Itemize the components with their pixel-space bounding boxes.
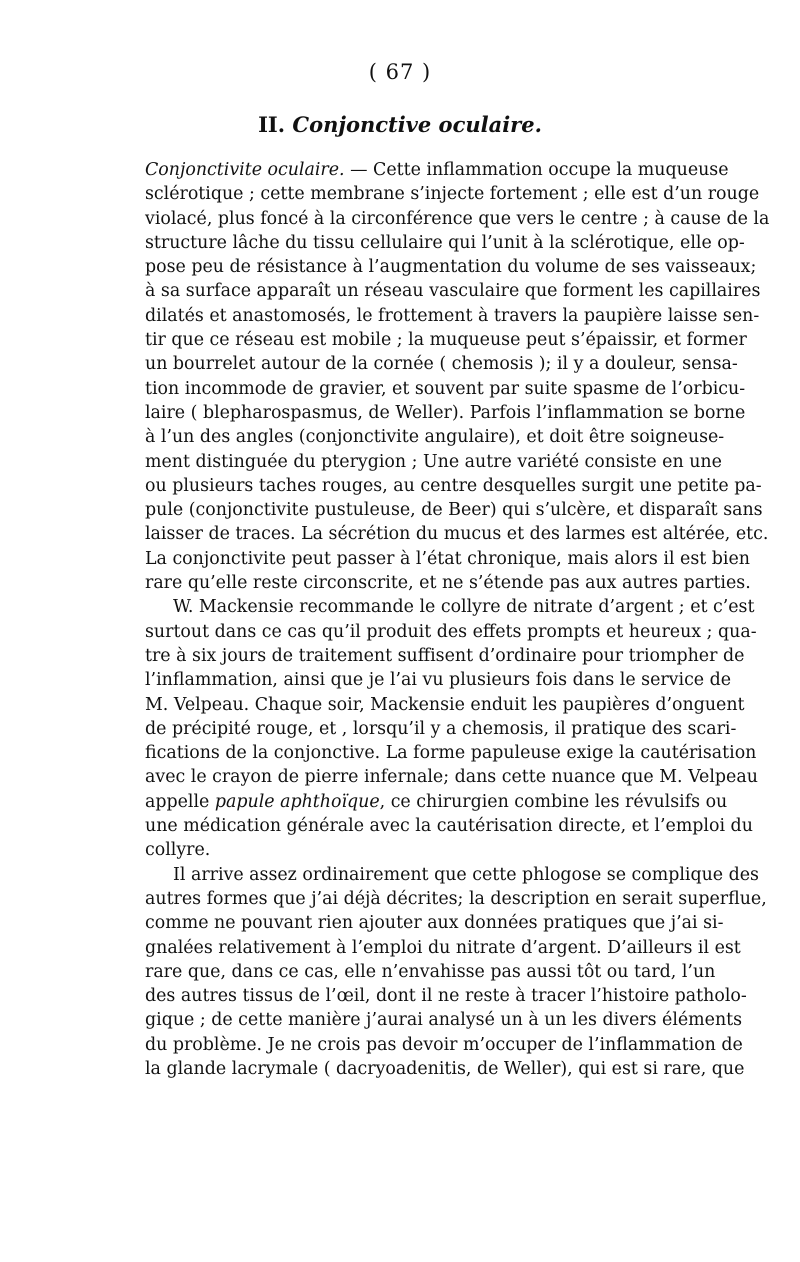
text-run: gnalées relativement à l’emploi du nitrate d’argent. D’ailleurs il est: [145, 937, 741, 958]
text-run: — Cette inflammation occupe la muqueuse: [344, 160, 729, 180]
text-line: [145, 1008, 743, 1032]
text-run: sclérotique ; cette membrane s’injecte fortement ; elle est d’un rouge: [145, 184, 760, 205]
text-line: [145, 863, 759, 887]
text-line: [145, 741, 757, 765]
text-line: [145, 887, 767, 911]
text-line: [145, 814, 753, 838]
text-line: [145, 790, 728, 814]
text-line: [145, 620, 757, 644]
text-line: [145, 668, 732, 692]
text-line: [145, 450, 722, 474]
text-run: structure lâche du tissu cellulaire qui l’unit à la sclérotique, elle op-: [145, 232, 745, 253]
text-line: [145, 693, 745, 717]
text-run: collyre.: [145, 840, 211, 861]
text-line: [145, 401, 746, 425]
text-line: [145, 960, 716, 984]
text-line: [145, 547, 750, 571]
text-run: un bourrelet autour de la cornée ( chemosis ); il y a douleur, sensa-: [145, 354, 738, 375]
text-run: La conjonctivite peut passer à l’état chronique, mais alors il est bien: [145, 548, 750, 569]
text-run: , ce chirurgien combine les révulsifs ou: [379, 791, 728, 812]
paragraph: [145, 863, 767, 1082]
body-text: [145, 158, 770, 1081]
section-title: Conjonctive oculaire.: [292, 112, 542, 137]
text-line: [145, 644, 745, 668]
text-run: ment distinguée du pterygion ; Une autre variété consiste en une: [145, 451, 722, 472]
text-line: [145, 911, 724, 935]
text-run: pule (conjonctivite pustuleuse, de Beer) qui s’ulcère, et disparaît sans: [145, 500, 763, 521]
text-run: pose peu de résistance à l’augmentation du volume de ses vaisseaux;: [145, 257, 757, 278]
text-run: rare que, dans ce cas, elle n’envahisse pas aussi tôt ou tard, l’un: [145, 961, 716, 982]
paragraph: [145, 595, 758, 862]
text-line: [145, 474, 762, 498]
section-heading: [0, 112, 800, 137]
text-line: [145, 571, 751, 595]
text-run: gique ; de cette manière j’aurai analysé un à un les divers éléments: [145, 1010, 743, 1031]
text-run: tir que ce réseau est mobile ; la muqueuse peut s’épaissir, et former: [145, 330, 747, 351]
text-run: autres formes que j’ai déjà décrites; la description en serait superflue,: [145, 888, 767, 909]
text-run: tion incommode de gravier, et souvent par suite spasme de l’orbicu-: [145, 378, 746, 399]
text-line: [145, 231, 745, 255]
text-run: la glande lacrymale ( dacryoadenitis, de Weller), qui est si rare, que: [145, 1058, 745, 1079]
text-line: [145, 838, 685, 862]
text-line: [145, 352, 738, 376]
text-run: appelle: [145, 791, 215, 812]
text-line: [145, 717, 737, 741]
text-run: à l’un des angles (conjonctivite angulaire), et doit être soigneuse-: [145, 427, 725, 448]
text-line: [145, 1033, 743, 1057]
text-run: des autres tissus de l’œil, dont il ne reste à tracer l’histoire patholo-: [145, 986, 747, 1007]
page-number: ( 67 ): [368, 60, 432, 84]
text-run: laire ( blepharospasmus, de Weller). Parfois l’inflammation se borne: [145, 402, 746, 423]
text-run: tre à six jours de traitement suffisent d’ordinaire pour triompher de: [145, 645, 745, 666]
text-line: [145, 936, 741, 960]
text-run: avec le crayon de pierre infernale; dans cette nuance que M. Velpeau: [145, 767, 758, 788]
text-line: [145, 279, 761, 303]
text-run: M. Velpeau. Chaque soir, Mackensie enduit les paupières d’onguent: [145, 694, 745, 715]
text-line: [145, 304, 760, 328]
text-run: violacé, plus foncé à la circonférence que vers le centre ; à cause de la: [145, 208, 770, 229]
text-line: [145, 182, 760, 206]
text-run: l’inflammation, ainsi que je l’ai vu plusieurs fois dans le service de: [145, 670, 732, 691]
text-line: [145, 207, 770, 231]
text-run: comme ne pouvant rien ajouter aux données pratiques que j’ai si-: [145, 913, 724, 934]
text-run: dilatés et anastomosés, le frottement à travers la paupière laisse sen-: [145, 305, 760, 326]
text-line: [145, 377, 746, 401]
text-run: W. Mackensie recommande le collyre de nitrate d’argent ; et c’est: [173, 597, 755, 618]
text-run: une médication générale avec la cautérisation directe, et l’emploi du: [145, 816, 753, 837]
text-line: [145, 1057, 745, 1081]
text-line: [145, 984, 747, 1008]
text-run: de précipité rouge, et , lorsqu’il y a chemosis, il pratique des scari-: [145, 718, 737, 739]
text-run: à sa surface apparaît un réseau vasculaire que forment les capillaires: [145, 281, 761, 302]
paragraph: [145, 158, 770, 595]
text-line: [145, 522, 769, 546]
text-line: [145, 255, 757, 279]
text-line: [145, 765, 758, 789]
text-run: ou plusieurs taches rouges, au centre desquelles surgit une petite pa-: [145, 475, 762, 496]
text-run: laisser de traces. La sécrétion du mucus et des larmes est altérée, etc.: [145, 524, 769, 545]
text-line: [145, 328, 747, 352]
italic-text: papule aphthoïque: [214, 791, 380, 812]
text-run: fications de la conjonctive. La forme papuleuse exige la cautérisation: [145, 743, 757, 764]
text-run: Il arrive assez ordinairement que cette phlogose se complique des: [173, 864, 759, 885]
text-run: rare qu’elle reste circonscrite, et ne s’étende pas aux autres parties.: [145, 573, 751, 594]
text-line: [145, 498, 763, 522]
text-line: [145, 425, 725, 449]
text-line: [145, 158, 729, 182]
text-line: [145, 595, 755, 619]
italic-text: Conjonctivite oculaire.: [145, 160, 345, 180]
section-numeral: II.: [258, 112, 286, 137]
text-run: du problème. Je ne crois pas devoir m’occuper de l’inflammation de: [145, 1034, 743, 1055]
text-run: surtout dans ce cas qu’il produit des effets prompts et heureux ; qua-: [145, 621, 757, 642]
